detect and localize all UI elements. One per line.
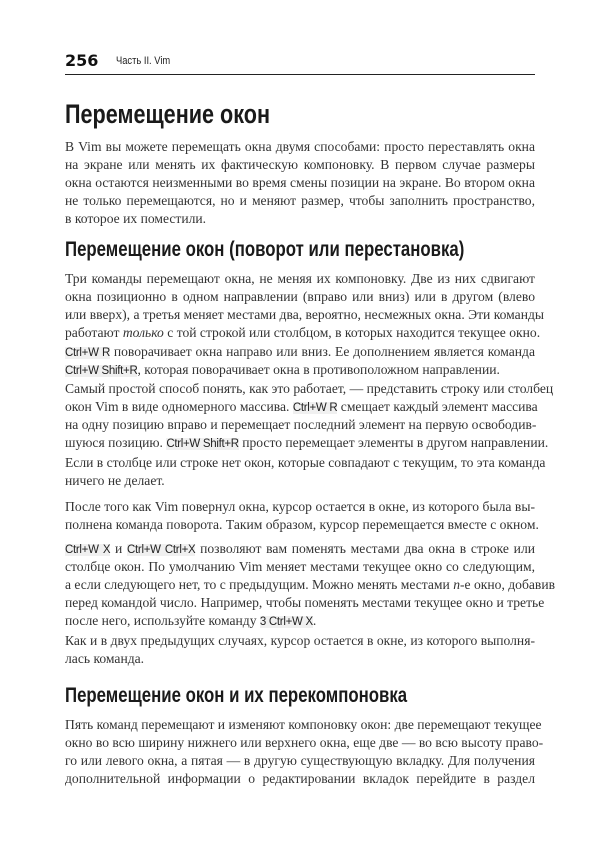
text-line (65, 324, 541, 342)
inline-code: 3 Ctrl+W X (259, 616, 313, 628)
text-line (65, 174, 535, 192)
text-line (65, 210, 535, 228)
text-line (65, 612, 535, 630)
text-run: позволяют вам поменять местами два окна в строке или (195, 541, 536, 556)
page-number: 256 (65, 51, 99, 70)
text-run: окно во всю ширину нижнего или верхнего окна, еще две — во всю высоту право- (65, 735, 544, 750)
text-run: перед командой число. Например, чтобы поменять местами текущее окно и третье (65, 595, 545, 610)
text-run: шуюся позицию. (65, 435, 167, 450)
inline-code: Ctrl+W R (65, 347, 111, 359)
text-line (65, 516, 539, 534)
text-run: столбце окон. По умолчанию Vim меняет местами текущее окно со следующим, (65, 559, 535, 574)
text-line (65, 380, 554, 398)
text-run: не только перемещаются, но и меняют размер, чтобы заполнить пространство, (65, 193, 535, 208)
text-line (65, 498, 535, 516)
text-line (65, 650, 535, 668)
text-run: дополнительной информации о редактировании вкладок перейдите в раздел (65, 771, 535, 786)
text-run: просто перемещает элементы в другом направлении. (238, 435, 549, 450)
subsection-heading-rearrange: Перемещение окон и их перекомпоновка (65, 684, 408, 707)
text-run: окна остаются неизменными во время смены позиции на экране. Во втором окна (65, 175, 535, 190)
text-run: с той строкой или столбцом, в которых находится текущее окно. (163, 325, 541, 340)
text-line (65, 156, 535, 174)
text-run: а если следующего нет, то с предыдущим. Можно менять местами (65, 577, 454, 592)
text-run: после него, используйте команду (65, 613, 260, 628)
text-run: окна позиционно в одном направлении (вправо или вниз) или в другом (влево (65, 289, 535, 304)
text-run: В Vim вы можете перемещать окна двумя способами: просто переставлять окна (65, 139, 535, 154)
text-line (65, 632, 535, 650)
paragraph (65, 270, 545, 342)
text-run: и (110, 541, 128, 556)
inline-code: Ctrl+W X (65, 544, 111, 556)
text-line (65, 734, 544, 752)
text-run: Три команды перемещают окна, не меняя их компоновку. Две из них сдвигают (65, 271, 535, 286)
text-run: Если в столбце или строке нет окон, которые совпадают с текущим, то эта команда (65, 455, 546, 470)
text-run: -е окно, добавив (460, 577, 556, 592)
paragraph (65, 540, 556, 630)
text-line (65, 576, 556, 594)
text-run: на одну позицию вправо и перемещает последний элемент на первую освободив- (65, 417, 537, 432)
text-line (65, 416, 535, 434)
text-run: . (312, 613, 317, 628)
text-line (65, 716, 542, 734)
running-header-part: Часть II. Vim (116, 55, 171, 67)
running-header (65, 50, 535, 75)
emphasis: только (122, 325, 164, 340)
text-run: или вверх), а третья меняет местами два, вероятно, несмежных окна. Эти команды (65, 307, 545, 322)
paragraph (65, 632, 535, 668)
text-run: Пять команд перемещают и изменяют компоновку окон: две перемещают текущее (65, 717, 542, 732)
text-run: Самый простой способ понять, как это работает, — представить строку или столбец (65, 381, 554, 396)
section-heading: Перемещение окон (65, 99, 270, 129)
paragraph (65, 380, 554, 452)
text-run: полнена команда поворота. Таким образом, курсор перемещается вместе с окном. (65, 517, 539, 532)
text-line (65, 558, 535, 576)
text-line (65, 343, 535, 361)
text-run: смещает каждый элемент массива (337, 399, 538, 414)
text-run: лась команда. (65, 651, 145, 666)
text-line (65, 434, 549, 452)
paragraph (65, 716, 544, 788)
text-line (65, 752, 535, 770)
text-line (65, 192, 535, 210)
paragraph (65, 454, 546, 490)
text-line (65, 594, 545, 612)
text-run: Как и в двух предыдущих случаях, курсор остается в окне, из которого выполня- (65, 633, 535, 648)
text-run: ничего не делает. (65, 473, 165, 488)
inline-code: Ctrl+W Ctrl+X (127, 544, 196, 556)
text-line (65, 770, 535, 788)
paragraph (65, 498, 539, 534)
paragraph (65, 343, 535, 379)
text-line (65, 398, 538, 416)
text-line (65, 472, 535, 490)
text-run: После того как Vim повернул окна, курсор остается в окне, из которого была вы- (65, 499, 535, 514)
emphasis: n (453, 577, 461, 592)
inline-code: Ctrl+W Shift+R (166, 438, 239, 450)
text-run: работают (65, 325, 123, 340)
text-run: поворачивает окна направо или вниз. Ее дополнением является команда (110, 344, 535, 359)
text-line (65, 270, 535, 288)
paragraph (65, 138, 535, 228)
text-line (65, 288, 535, 306)
text-line (65, 138, 535, 156)
text-line (65, 540, 535, 558)
inline-code: Ctrl+W R (292, 402, 338, 414)
text-line (65, 454, 546, 472)
text-run: на экране или менять их фактическую компоновку. В первом случае размеры (65, 157, 535, 172)
inline-code: Ctrl+W Shift+R (65, 365, 138, 377)
text-line (65, 361, 535, 379)
text-line (65, 306, 545, 324)
subsection-heading-rotate: Перемещение окон (поворот или перестановка) (65, 238, 465, 261)
text-run: , которая поворачивает окна в противоположном направлении. (137, 362, 500, 377)
text-run: окон Vim в виде одномерного массива. (65, 399, 293, 414)
text-run: го или левого окна, а пятая — в другую существующую вкладку. Для получения (65, 753, 535, 768)
text-run: в которое их поместили. (65, 211, 207, 226)
